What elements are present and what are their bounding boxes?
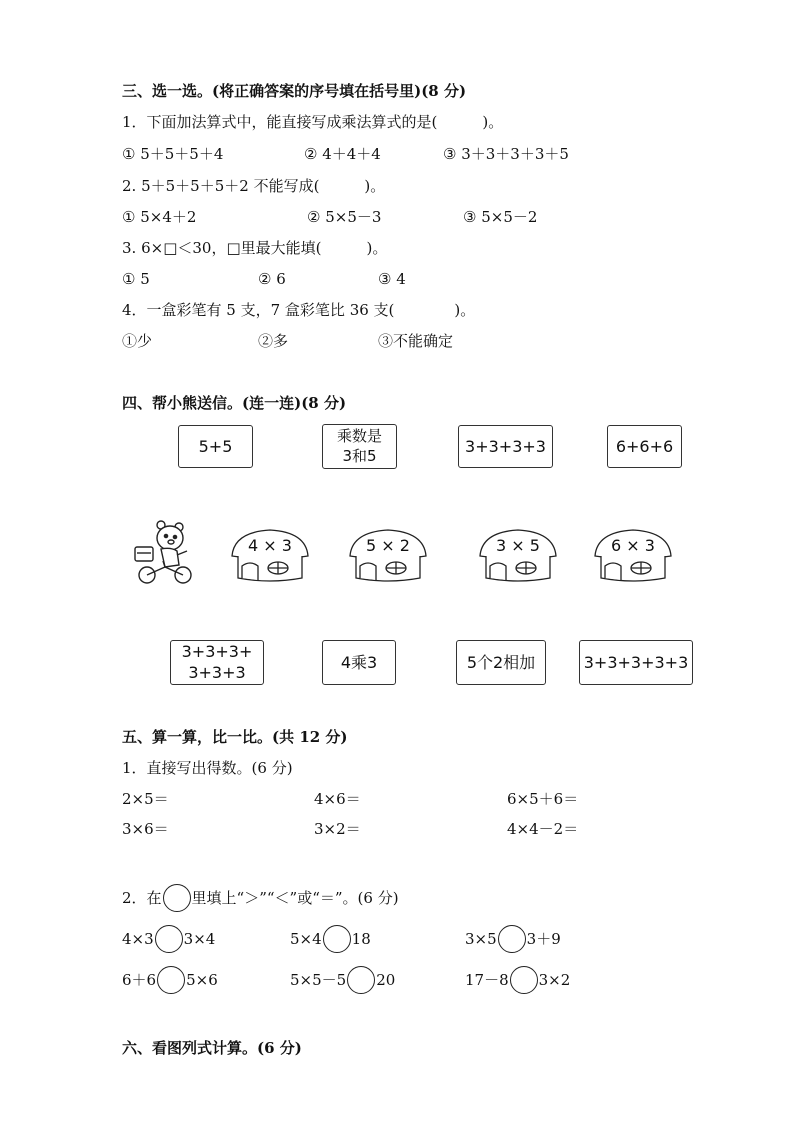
q3-stem: 3. 6×□＜30，□里最大能填( )。 xyxy=(122,239,388,257)
q2-stem: 2. 5＋5＋5＋5＋2 不能写成( )。 xyxy=(122,177,386,195)
compare-left: 5×4 xyxy=(290,929,322,948)
q3-option-2: ② 6 xyxy=(258,270,286,288)
house-1-label: 4 × 3 xyxy=(248,536,292,555)
calc-item: 3×2＝ xyxy=(314,820,361,838)
compare-left: 5×5－5 xyxy=(290,970,347,989)
compare-right: 3×2 xyxy=(538,970,571,989)
q2-option-2: ② 5×5－3 xyxy=(307,208,382,226)
compare-circle[interactable] xyxy=(498,925,526,953)
top-card-2[interactable]: 乘数是 3和5 xyxy=(322,424,397,469)
compare-circle[interactable] xyxy=(157,966,185,994)
part-1-title: 1．直接写出得数。(6 分) xyxy=(122,759,293,777)
house-4[interactable] xyxy=(591,526,675,590)
compare-circle[interactable] xyxy=(510,966,538,994)
compare-item xyxy=(465,966,570,994)
compare-right: 3＋9 xyxy=(526,929,561,948)
section-5-title: 五、算一算，比一比。(共 12 分) xyxy=(122,728,348,746)
section-3-title: 三、选一选。(将正确答案的序号填在括号里)(8 分) xyxy=(122,82,467,100)
compare-item xyxy=(290,925,371,953)
q1-option-2: ② 4＋4＋4 xyxy=(304,145,381,163)
compare-circle[interactable] xyxy=(155,925,183,953)
compare-circle[interactable] xyxy=(347,966,375,994)
compare-item xyxy=(465,925,561,953)
top-card-3[interactable]: 3+3+3+3 xyxy=(458,425,553,468)
q2-option-1: ① 5×4＋2 xyxy=(122,208,197,226)
q4-stem: 4．一盒彩笔有 5 支，7 盒彩笔比 36 支( )。 xyxy=(122,301,476,319)
part-2-prefix: 2．在 xyxy=(122,888,162,907)
bottom-card-2[interactable]: 4乘3 xyxy=(322,640,396,685)
part-2-suffix: 里填上“＞”“＜”或“＝”。(6 分) xyxy=(191,888,399,907)
calc-item: 2×5＝ xyxy=(122,790,169,808)
compare-right: 5×6 xyxy=(186,970,218,989)
part-2-title xyxy=(122,884,399,912)
compare-right: 3×4 xyxy=(183,929,216,948)
top-card-1[interactable]: 5+5 xyxy=(178,425,253,468)
q1-option-1: ① 5＋5＋5＋4 xyxy=(122,145,224,163)
compare-left: 6＋6 xyxy=(122,970,157,989)
calc-item: 4×6＝ xyxy=(314,790,361,808)
bottom-card-3[interactable]: 5个2相加 xyxy=(456,640,546,685)
house-1[interactable] xyxy=(228,526,312,590)
house-3[interactable] xyxy=(476,526,560,590)
q2-option-3: ③ 5×5－2 xyxy=(463,208,538,226)
top-card-4[interactable]: 6+6+6 xyxy=(607,425,682,468)
compare-item xyxy=(290,966,395,994)
compare-right: 18 xyxy=(351,929,371,948)
bottom-card-1[interactable]: 3+3+3+ 3+3+3 xyxy=(170,640,264,685)
q1-option-3: ③ 3＋3＋3＋3＋5 xyxy=(443,145,569,163)
house-3-label: 3 × 5 xyxy=(496,536,540,555)
q4-option-2: ②多 xyxy=(258,332,289,350)
sample-circle-icon xyxy=(163,884,191,912)
house-2-label: 5 × 2 xyxy=(366,536,410,555)
bear-on-bicycle-icon[interactable] xyxy=(131,519,195,585)
q1-stem: 1．下面加法算式中，能直接写成乘法算式的是( )。 xyxy=(122,113,504,131)
compare-left: 3×5 xyxy=(465,929,497,948)
compare-right: 20 xyxy=(376,970,396,989)
bottom-card-4[interactable]: 3+3+3+3+3 xyxy=(579,640,693,685)
house-2[interactable] xyxy=(346,526,430,590)
calc-item: 4×4－2＝ xyxy=(507,820,579,838)
section-6-title: 六、看图列式计算。(6 分) xyxy=(122,1039,302,1057)
compare-left: 17－8 xyxy=(465,970,509,989)
compare-item xyxy=(122,966,218,994)
calc-item: 3×6＝ xyxy=(122,820,169,838)
q3-option-1: ① 5 xyxy=(122,270,150,288)
calc-item: 6×5＋6＝ xyxy=(507,790,579,808)
q4-option-3: ③不能确定 xyxy=(378,332,454,350)
compare-item xyxy=(122,925,215,953)
compare-left: 4×3 xyxy=(122,929,154,948)
house-4-label: 6 × 3 xyxy=(611,536,655,555)
compare-circle[interactable] xyxy=(323,925,351,953)
section-4-title: 四、帮小熊送信。(连一连)(8 分) xyxy=(122,394,347,412)
q4-option-1: ①少 xyxy=(122,332,153,350)
q3-option-3: ③ 4 xyxy=(378,270,406,288)
